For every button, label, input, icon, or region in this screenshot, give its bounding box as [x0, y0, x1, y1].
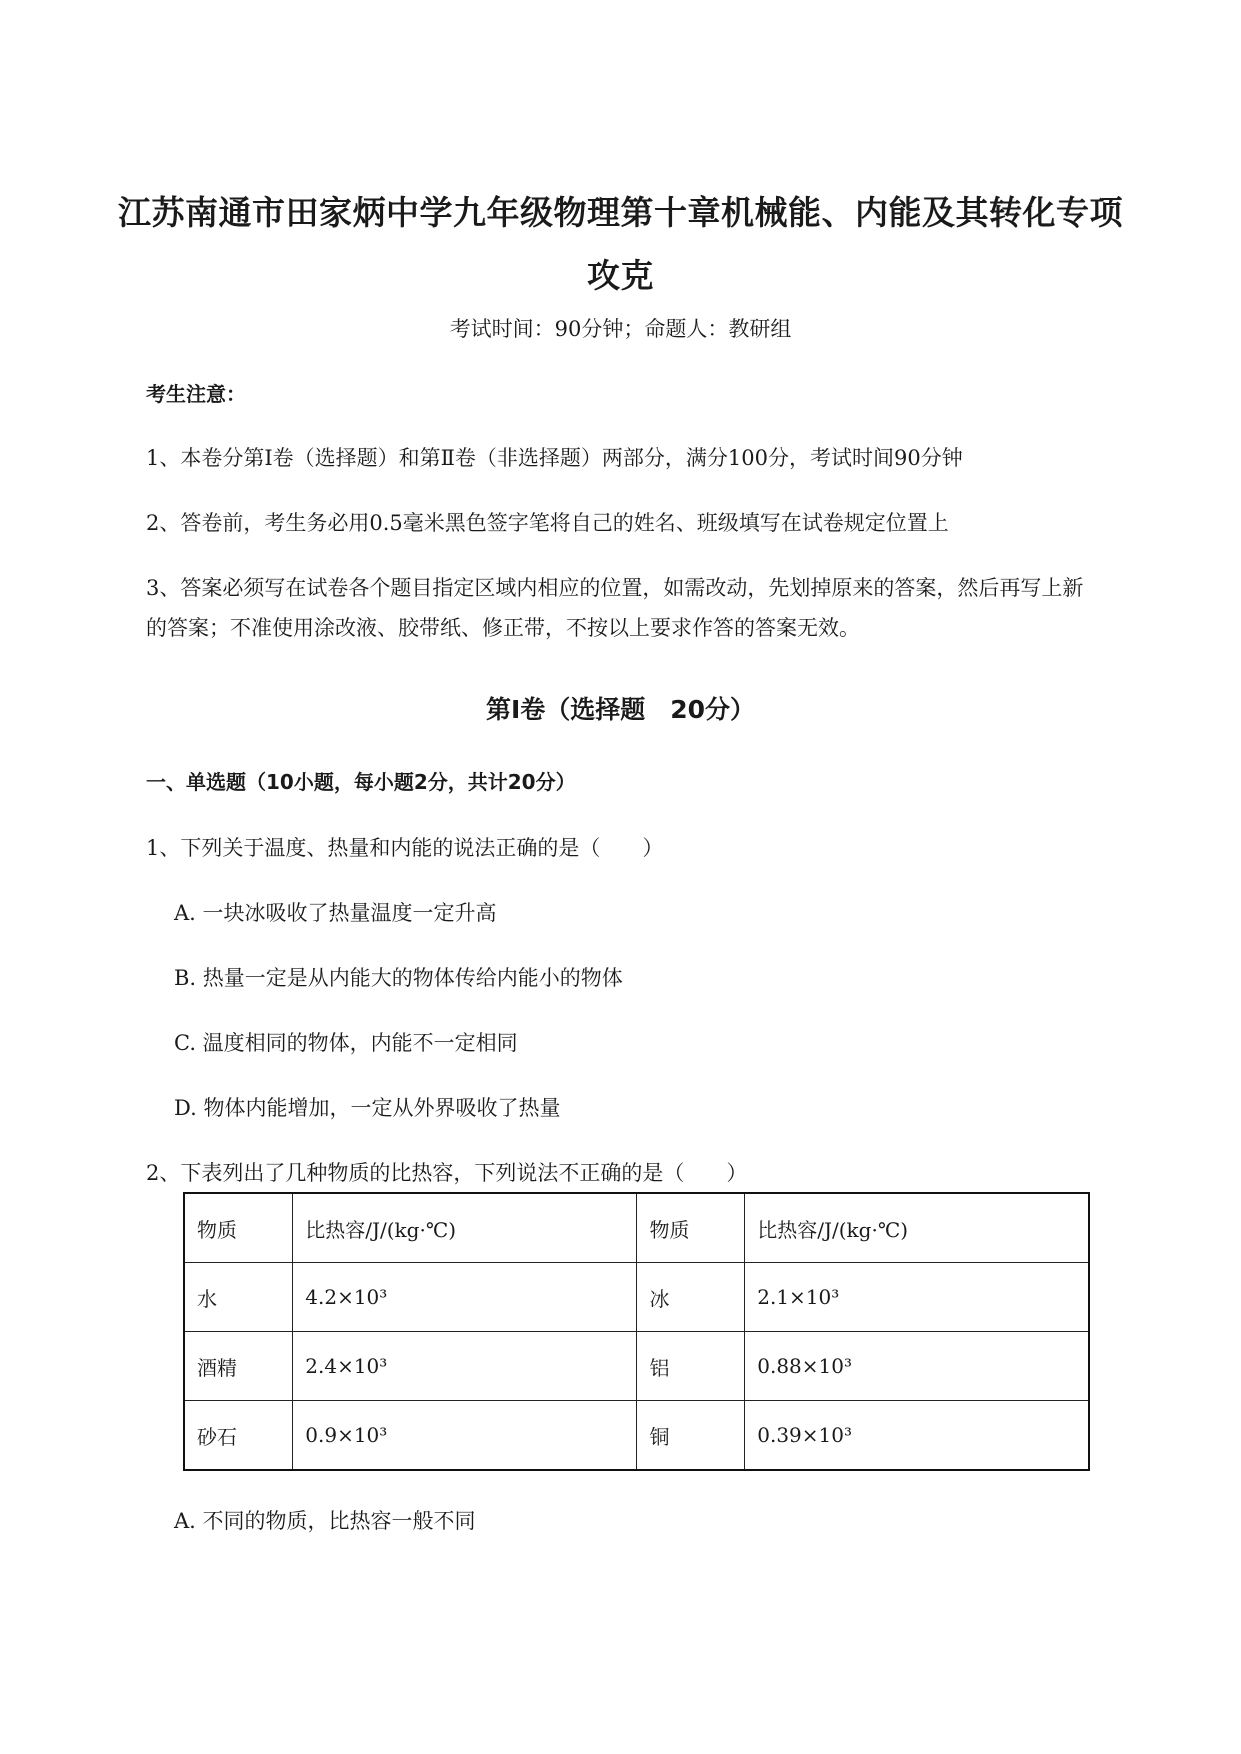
- question-1-stem: 1、下列关于温度、热量和内能的说法正确的是（ ）: [146, 836, 664, 860]
- table-cell: 砂石: [184, 1401, 293, 1471]
- table-cell: 水: [184, 1263, 293, 1332]
- table-cell: 2.1×10³: [745, 1263, 1089, 1332]
- notice-item-2: 2、答卷前，考生务必用0.5毫米黑色签字笔将自己的姓名、班级填写在试卷规定位置上: [146, 511, 949, 535]
- table-header-cell: 比热容/J/(kg·℃): [293, 1193, 637, 1263]
- specific-heat-table: [183, 1192, 1090, 1471]
- table-row: [184, 1263, 1089, 1332]
- table-cell: 2.4×10³: [293, 1332, 637, 1401]
- table-header-cell: 物质: [637, 1193, 745, 1263]
- question-2-option-a: A. 不同的物质，比热容一般不同: [174, 1509, 476, 1533]
- question-2-stem: 2、下表列出了几种物质的比热容，下列说法不正确的是（ ）: [146, 1161, 748, 1185]
- question-1-option-b: B. 热量一定是从内能大的物体传给内能小的物体: [174, 966, 623, 990]
- notice-item-3-line-2: 的答案；不准使用涂改液、胶带纸、修正带，不按以上要求作答的答案无效。: [146, 616, 860, 640]
- table-cell: 铜: [637, 1401, 745, 1471]
- table-cell: 酒精: [184, 1332, 293, 1401]
- question-1-option-d: D. 物体内能增加，一定从外界吸收了热量: [174, 1096, 561, 1120]
- notice-item-1: 1、本卷分第I卷（选择题）和第Ⅱ卷（非选择题）两部分，满分100分，考试时间90分钟: [146, 446, 963, 470]
- question-1-option-c: C. 温度相同的物体，内能不一定相同: [174, 1031, 518, 1055]
- table-row: [184, 1401, 1089, 1471]
- page-title-line-2: 攻克: [587, 256, 654, 295]
- table-header-row: [184, 1193, 1089, 1263]
- table-cell: 0.88×10³: [745, 1332, 1089, 1401]
- table-cell: 0.39×10³: [745, 1401, 1089, 1471]
- question-1-option-a: A. 一块冰吸收了热量温度一定升高: [174, 901, 497, 925]
- notice-item-3-line-1: 3、答案必须写在试卷各个题目指定区域内相应的位置，如需改动，先划掉原来的答案，然后再写上新: [146, 576, 1084, 600]
- table-cell: 冰: [637, 1263, 745, 1332]
- part-heading: 一、单选题（10小题，每小题2分，共计20分）: [146, 770, 576, 794]
- exam-meta: 考试时间：90分钟；命题人：教研组: [449, 317, 792, 341]
- page-title-line-1: 江苏南通市田家炳中学九年级物理第十章机械能、内能及其转化专项: [118, 193, 1123, 232]
- table-cell: 0.9×10³: [293, 1401, 637, 1471]
- table-row: [184, 1332, 1089, 1401]
- table-header-cell: 物质: [184, 1193, 293, 1263]
- section-title: 第I卷（选择题 20分）: [485, 695, 756, 724]
- table-header-cell: 比热容/J/(kg·℃): [745, 1193, 1089, 1263]
- table-cell: 4.2×10³: [293, 1263, 637, 1332]
- table-cell: 铝: [637, 1332, 745, 1401]
- notice-heading: 考生注意：: [146, 382, 246, 406]
